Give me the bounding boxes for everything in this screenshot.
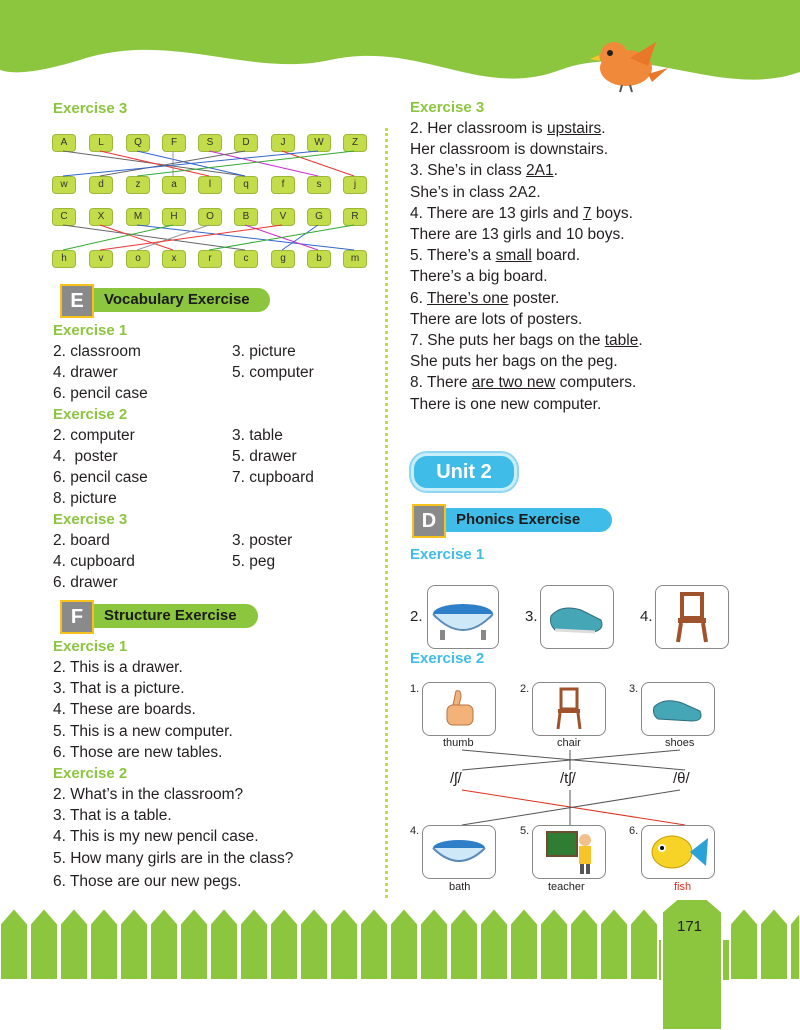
right-ex3-block [410,98,643,415]
letter-pill: h [52,250,76,268]
letter-pill: S [198,134,222,152]
sentence: 4. There are 13 girls and 7 boys. [410,204,633,222]
word-label: chair [557,737,581,749]
sentence: 8. There are two new computers. [410,374,637,392]
vocab-ex3-title: Exercise 3 [53,511,128,528]
list-item: 5. This is a new computer. [53,722,233,740]
letter-pill: W [307,134,331,152]
list-item: 3. That is a picture. [53,680,185,698]
letter-pill: m [343,250,367,268]
teacher-icon [533,826,605,878]
sentence: There are lots of posters. [410,310,583,328]
shoes-card [540,585,614,649]
letter-pill: c [234,250,258,268]
structure-block [53,636,293,892]
sound-label: /tʃ/ [560,770,576,787]
sentence: 2. Her classroom is upstairs. [410,120,606,137]
page-number: 171 [677,918,703,935]
list-item: 4. These are boards. [53,701,196,719]
letter-pill: Q [126,134,150,152]
vocabulary-banner: Vocabulary Exercise [90,288,270,312]
fish-icon [642,826,714,878]
sentence: 5. There’s a small board. [410,247,581,265]
list-item: 4. drawer 5. computer [53,364,314,381]
letter-pill: A [52,134,76,152]
sentence: 7. She puts her bags on the table. [410,332,643,350]
letter-pill: s [307,176,331,194]
letter-pill: O [198,208,222,226]
list-item: 2. classroom 3. picture [53,343,296,360]
list-item: 8. picture [53,490,117,507]
structure-ex2-title: Exercise 2 [53,765,128,783]
sentence: There is one new computer. [410,395,602,413]
bathtub-card [427,585,499,649]
letter-pill: x [162,250,186,268]
phonics-banner: Phonics Exercise [442,508,612,532]
sound-label: /θ/ [673,770,690,787]
left-ex3-title: Exercise 3 [53,100,128,117]
sentence: There’s a big board. [410,268,548,286]
letter-pill: b [307,250,331,268]
letter-pill: w [52,176,76,194]
vocab-block [53,320,314,593]
sentence: 6. There’s one poster. [410,289,560,307]
letter-pill: J [271,134,295,152]
match-lines [0,0,390,280]
list-item: 2. This is a drawer. [53,659,183,676]
word-label: bath [449,881,471,893]
section-f-badge: F [60,600,94,634]
unit-pill [411,453,517,491]
chair-icon [533,683,605,735]
word-label: fish [674,881,692,893]
letter-pill: r [198,250,222,268]
word-label: teacher [548,881,585,893]
ex2-num: 1. [410,683,420,695]
letter-pill: o [126,250,150,268]
word-label: shoes [665,737,695,749]
bathtub-icon [423,826,495,878]
phonics-match-lines [400,740,720,830]
list-item: 6. drawer [53,574,118,591]
list-item: 4. This is my new pencil case. [53,828,259,846]
list-item: 2. computer 3. table [53,427,283,444]
shoes-icon [642,683,714,735]
letter-pill: V [271,208,295,226]
sound-label: /ʃ/ [450,770,462,787]
letter-pill: D [234,134,258,152]
chair-card [655,585,729,649]
ex2-num: 6. [629,825,639,837]
letter-pill: l [198,176,222,194]
thumb-card [422,682,496,736]
shoes-card-2 [641,682,715,736]
list-item: 6. Those are new tables. [53,743,223,761]
list-item: 6. pencil case 7. cupboard [53,469,314,486]
letter-pill: g [271,250,295,268]
letter-pill: F [162,134,186,152]
letter-pill: X [89,208,113,226]
sentence: She puts her bags on the peg. [410,353,618,371]
structure-ex1-title: Exercise 1 [53,638,128,655]
chair-icon [656,586,728,648]
letter-pill: R [343,208,367,226]
vocab-ex1-title: Exercise 1 [53,322,128,339]
phonics-ex2-title: Exercise 2 [410,650,485,667]
sentence: 3. She’s in class 2A1. [410,162,558,180]
letter-pill: H [162,208,186,226]
letter-pill: C [52,208,76,226]
ex2-num: 5. [520,825,530,837]
shoes-icon [541,586,613,648]
right-ex3-title: Exercise 3 [410,99,485,116]
letter-pill: q [234,176,258,194]
letter-pill: Z [343,134,367,152]
letter-pill: a [162,176,186,194]
bathtub-icon [428,586,498,648]
ex1-num: 4. [640,608,653,625]
list-item: 3. That is a table. [53,807,172,825]
section-e-badge: E [60,284,94,318]
ex2-num: 2. [520,683,530,695]
list-item: 5. How many girls are in the class? [53,849,294,867]
vocab-ex2-title: Exercise 2 [53,406,128,423]
chair-card-2 [532,682,606,736]
bird-icon [590,28,670,94]
structure-banner: Structure Exercise [90,604,258,628]
letter-pill: d [89,176,113,194]
list-item: 2. What’s in the classroom? [53,786,244,804]
phonics-ex1-title: Exercise 1 [410,546,485,563]
letter-pill: z [126,176,150,194]
list-item: 4. cupboard 5. peg [53,553,276,570]
bath-card [422,825,496,879]
list-item: 2. board 3. poster [53,532,293,549]
ex1-num: 3. [525,608,538,625]
sentence: There are 13 girls and 10 boys. [410,226,625,244]
letter-pill: G [307,208,331,226]
sentence: She’s in class 2A2. [410,183,541,201]
list-item: 4. poster 5. drawer [53,448,297,465]
letter-pill: f [271,176,295,194]
ex2-num: 4. [410,825,420,837]
unit-title: Unit 2 [436,461,492,483]
list-item: 6. pencil case [53,385,148,402]
fish-card [641,825,715,879]
teacher-card [532,825,606,879]
section-d-badge: D [412,504,446,538]
sentence: Her classroom is downstairs. [410,141,609,159]
letter-pill: j [343,176,367,194]
list-item: 6. Those are our new pegs. [53,872,242,890]
word-label: thumb [443,737,474,749]
ex2-num: 3. [629,683,639,695]
letter-pill: L [89,134,113,152]
letter-pill: M [126,208,150,226]
letter-pill: B [234,208,258,226]
letter-pill: v [89,250,113,268]
thumbs-up-icon [423,683,495,735]
ex1-num: 2. [410,608,423,625]
